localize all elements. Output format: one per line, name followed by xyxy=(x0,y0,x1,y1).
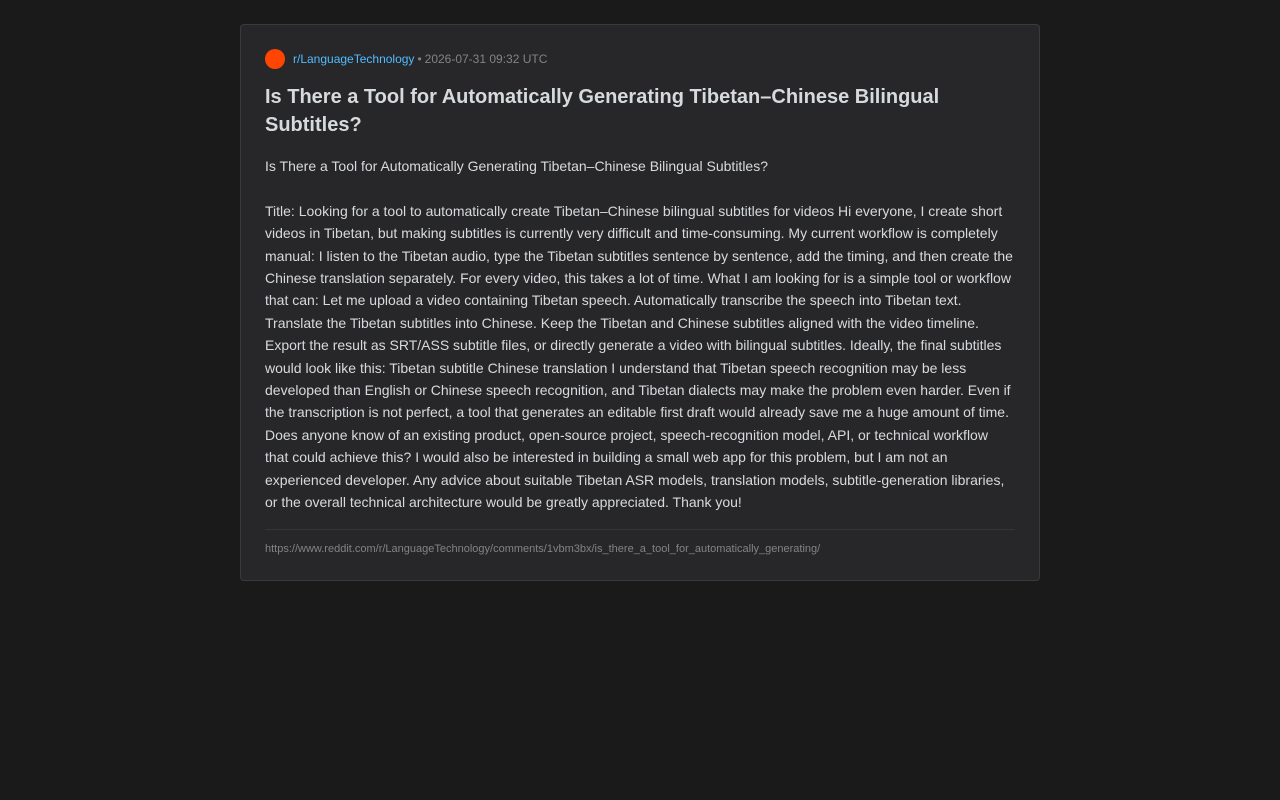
post-timestamp: 2026-07-31 09:32 UTC xyxy=(424,52,548,66)
divider xyxy=(265,529,1015,530)
post-title: Is There a Tool for Automatically Generating Tibetan–Chinese Bilingual Subtitles? xyxy=(265,86,940,136)
post-meta xyxy=(265,49,1015,69)
post-body-paragraph: Is There a Tool for Automatically Generating Tibetan–Chinese Bilingual Subtitles? xyxy=(265,158,769,174)
post-url: https://www.reddit.com/r/LanguageTechnology/comments/1vbm3bx/is_there_a_tool_for_automatically_generating/ xyxy=(265,543,821,556)
post-body-paragraph: Title: Looking for a tool to automatically create Tibetan–Chinese bilingual subtitles for videos Hi everyone, I create short videos in Tibetan, but making subtitles is currently very difficult and time-consuming. My current workflow is completely manual: I listen to the Tibetan audio, type the Tibetan subtitles sentence by sentence, add the timing, and then create the Chinese translation separately. For every video, this takes a lot of time. What I am looking for is a simple tool or workflow that can: Let me upload a video containing Tibetan speech. Automatically transcribe the speech into Tibetan text. Translate the Tibetan subtitles into Chinese. Keep the Tibetan and Chinese subtitles aligned with the video timeline. Export the result as SRT/ASS subtitle files, or directly generate a video with bilingual subtitles. Ideally, the final subtitles would look like this: Tibetan subtitle Chinese translation I understand that Tibetan speech recognition may be less developed than English or Chinese speech recognition, and Tibetan dialects may make the problem even harder. Even if the transcription is not perfect, a tool that generates an editable first draft would already save me a huge amount of time. Does anyone know of an existing product, open-source project, speech-recognition model, API, or technical workflow that could achieve this? I would also be interested in building a small web app for this problem, but I am not an experienced developer. Any advice about suitable Tibetan ASR models, translation models, subtitle-generation libraries, or the overall technical architecture would be greatly appreciated. Thank you! xyxy=(265,202,1013,511)
post-body xyxy=(265,155,1015,513)
meta-separator: • xyxy=(417,52,422,66)
subreddit-avatar-icon[interactable] xyxy=(265,49,285,69)
subreddit-link[interactable]: r/LanguageTechnology xyxy=(293,52,415,66)
post-card xyxy=(240,24,1040,581)
